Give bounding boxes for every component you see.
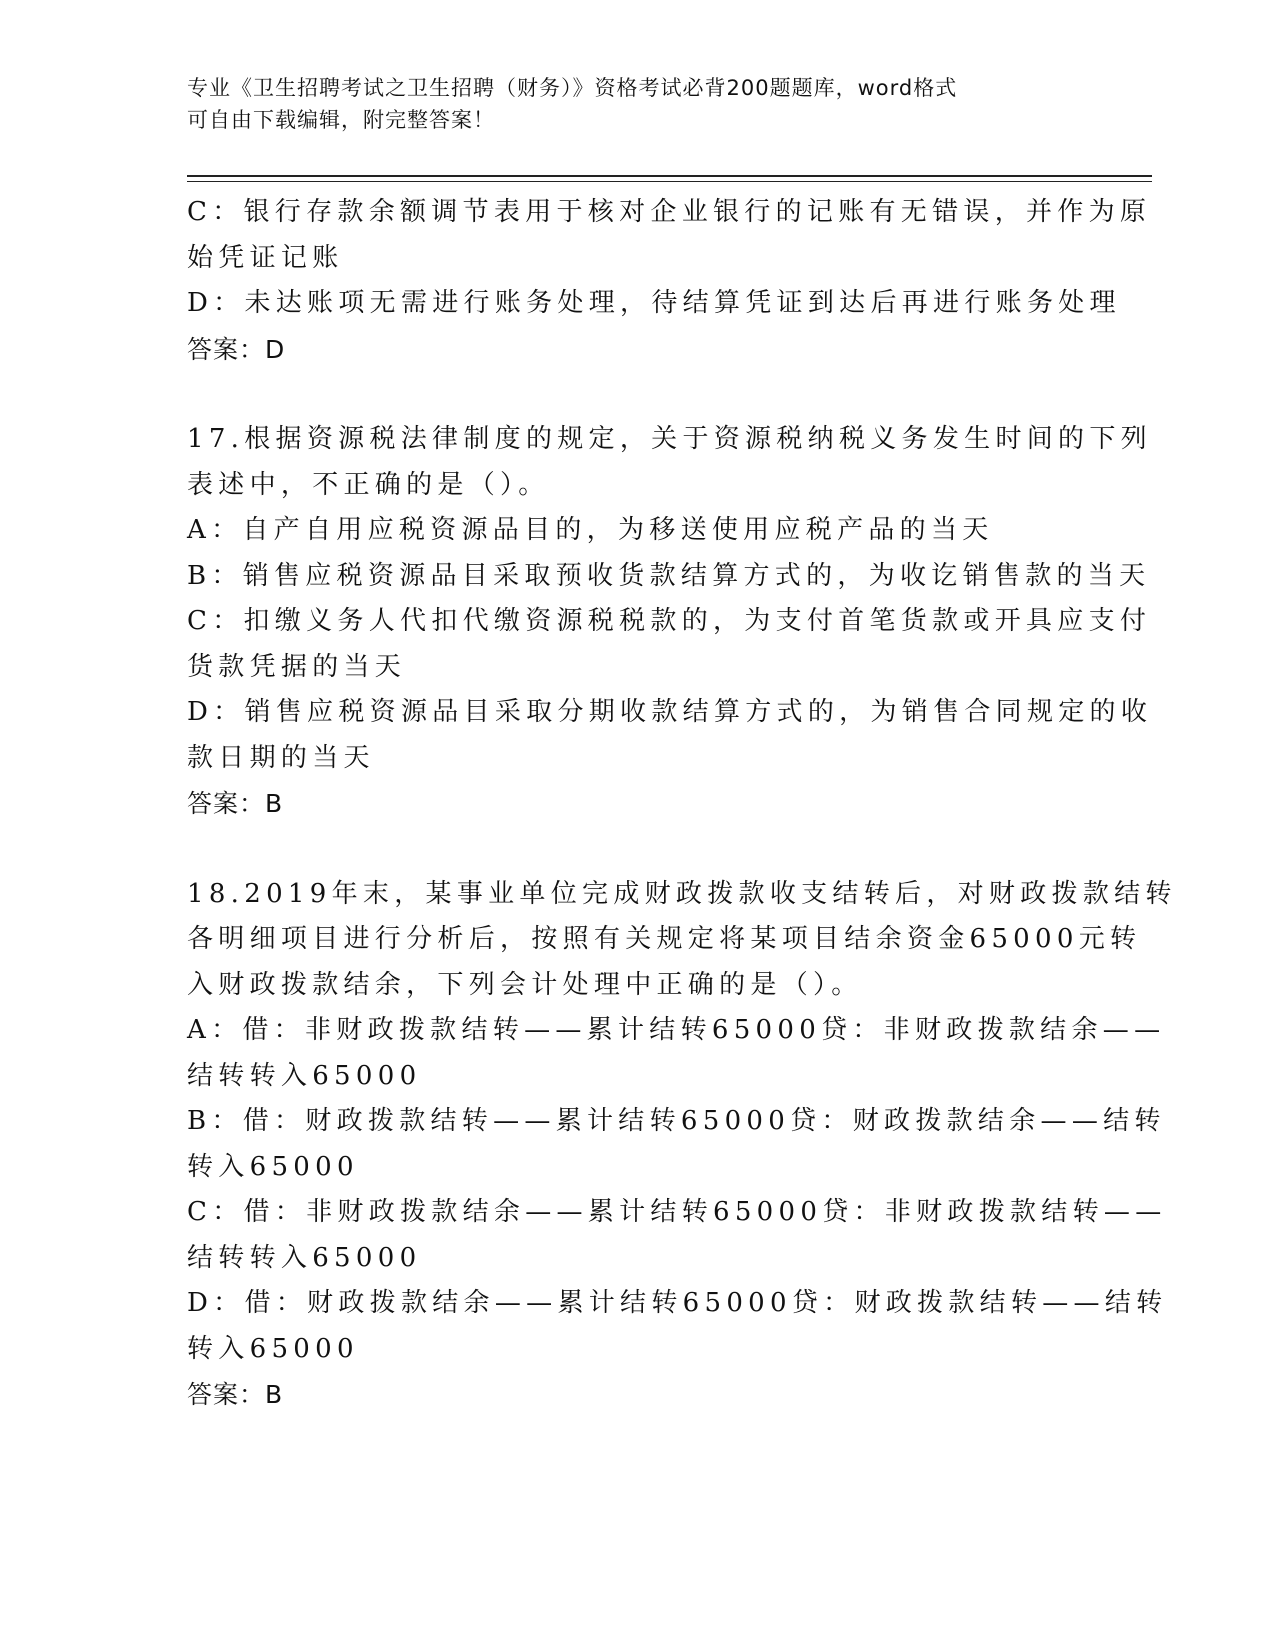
q18-option-d-line-1: D：借：财政拨款结余——累计结转65000贷：财政拨款结转——结转 bbox=[187, 1288, 1168, 1318]
q17-option-d-line-1: D：销售应税资源品目采取分期收款结算方式的，为销售合同规定的收 bbox=[187, 697, 1153, 727]
question-18 bbox=[187, 872, 1177, 1418]
q17-option-c-line-1: C：扣缴义务人代扣代缴资源税税款的，为支付首笔货款或开具应支付 bbox=[187, 606, 1152, 636]
q17-stem-line-1: 17.根据资源税法律制度的规定，关于资源税纳税义务发生时间的下列 bbox=[187, 424, 1152, 454]
q18-option-c-line-2: 结转转入65000 bbox=[187, 1242, 422, 1273]
q17-option-c-line-2: 货款凭据的当天 bbox=[187, 651, 407, 682]
q17-stem-line-2: 表述中，不正确的是（）。 bbox=[187, 469, 550, 500]
q16-option-d: D：未达账项无需进行账务处理，待结算凭证到达后再进行账务处理 bbox=[187, 288, 1121, 318]
header-line-2: 可自由下载编辑，附完整答案！ bbox=[187, 108, 495, 132]
spacer bbox=[187, 827, 1087, 872]
q17-option-a: A：自产自用应税资源品目的，为移送使用应税产品的当天 bbox=[187, 515, 994, 545]
q18-stem-line-3: 入财政拨款结余，下列会计处理中正确的是（）。 bbox=[187, 969, 863, 1000]
q17-option-d-line-2: 款日期的当天 bbox=[187, 742, 375, 773]
q18-option-c-line-1: C：借：非财政拨款结余——累计结转65000贷：非财政拨款结转—— bbox=[187, 1197, 1167, 1227]
q18-option-d-line-2: 转入65000 bbox=[187, 1333, 359, 1364]
q17-option-b: B：销售应税资源品目采取预收货款结算方式的，为收讫销售款的当天 bbox=[187, 560, 1151, 591]
document-header bbox=[187, 72, 1067, 136]
q18-answer: 答案：B bbox=[187, 1380, 284, 1409]
q17-answer: 答案：B bbox=[187, 789, 284, 818]
header-divider-thick bbox=[187, 175, 1152, 177]
q18-stem-line-1: 18.2019年末，某事业单位完成财政拨款收支结转后，对财政拨款结转 bbox=[187, 878, 1177, 909]
question-16 bbox=[187, 190, 1152, 372]
header-line-1: 专业《卫生招聘考试之卫生招聘（财务）》资格考试必背200题题库，word格式 bbox=[187, 76, 958, 100]
q16-option-c-line-1: C：银行存款余额调节表用于核对企业银行的记账有无错误，并作为原 bbox=[187, 197, 1152, 227]
q18-option-a-line-1: A：借：非财政拨款结转——累计结转65000贷：非财政拨款结余—— bbox=[187, 1015, 1166, 1045]
q18-stem-line-2: 各明细项目进行分析后，按照有关规定将某项目结余资金65000元转 bbox=[187, 924, 1142, 954]
question-list bbox=[187, 190, 1177, 1418]
question-17 bbox=[187, 417, 1153, 827]
q18-option-a-line-2: 结转转入65000 bbox=[187, 1060, 422, 1091]
q18-option-b-line-2: 转入65000 bbox=[187, 1151, 359, 1182]
q16-option-c-line-2: 始凭证记账 bbox=[187, 242, 344, 273]
q16-answer: 答案：D bbox=[187, 334, 286, 364]
spacer bbox=[187, 372, 1087, 417]
header-divider-thin bbox=[187, 181, 1152, 182]
q18-option-b-line-1: B：借：财政拨款结转——累计结转65000贷：财政拨款结余——结转 bbox=[187, 1106, 1166, 1136]
